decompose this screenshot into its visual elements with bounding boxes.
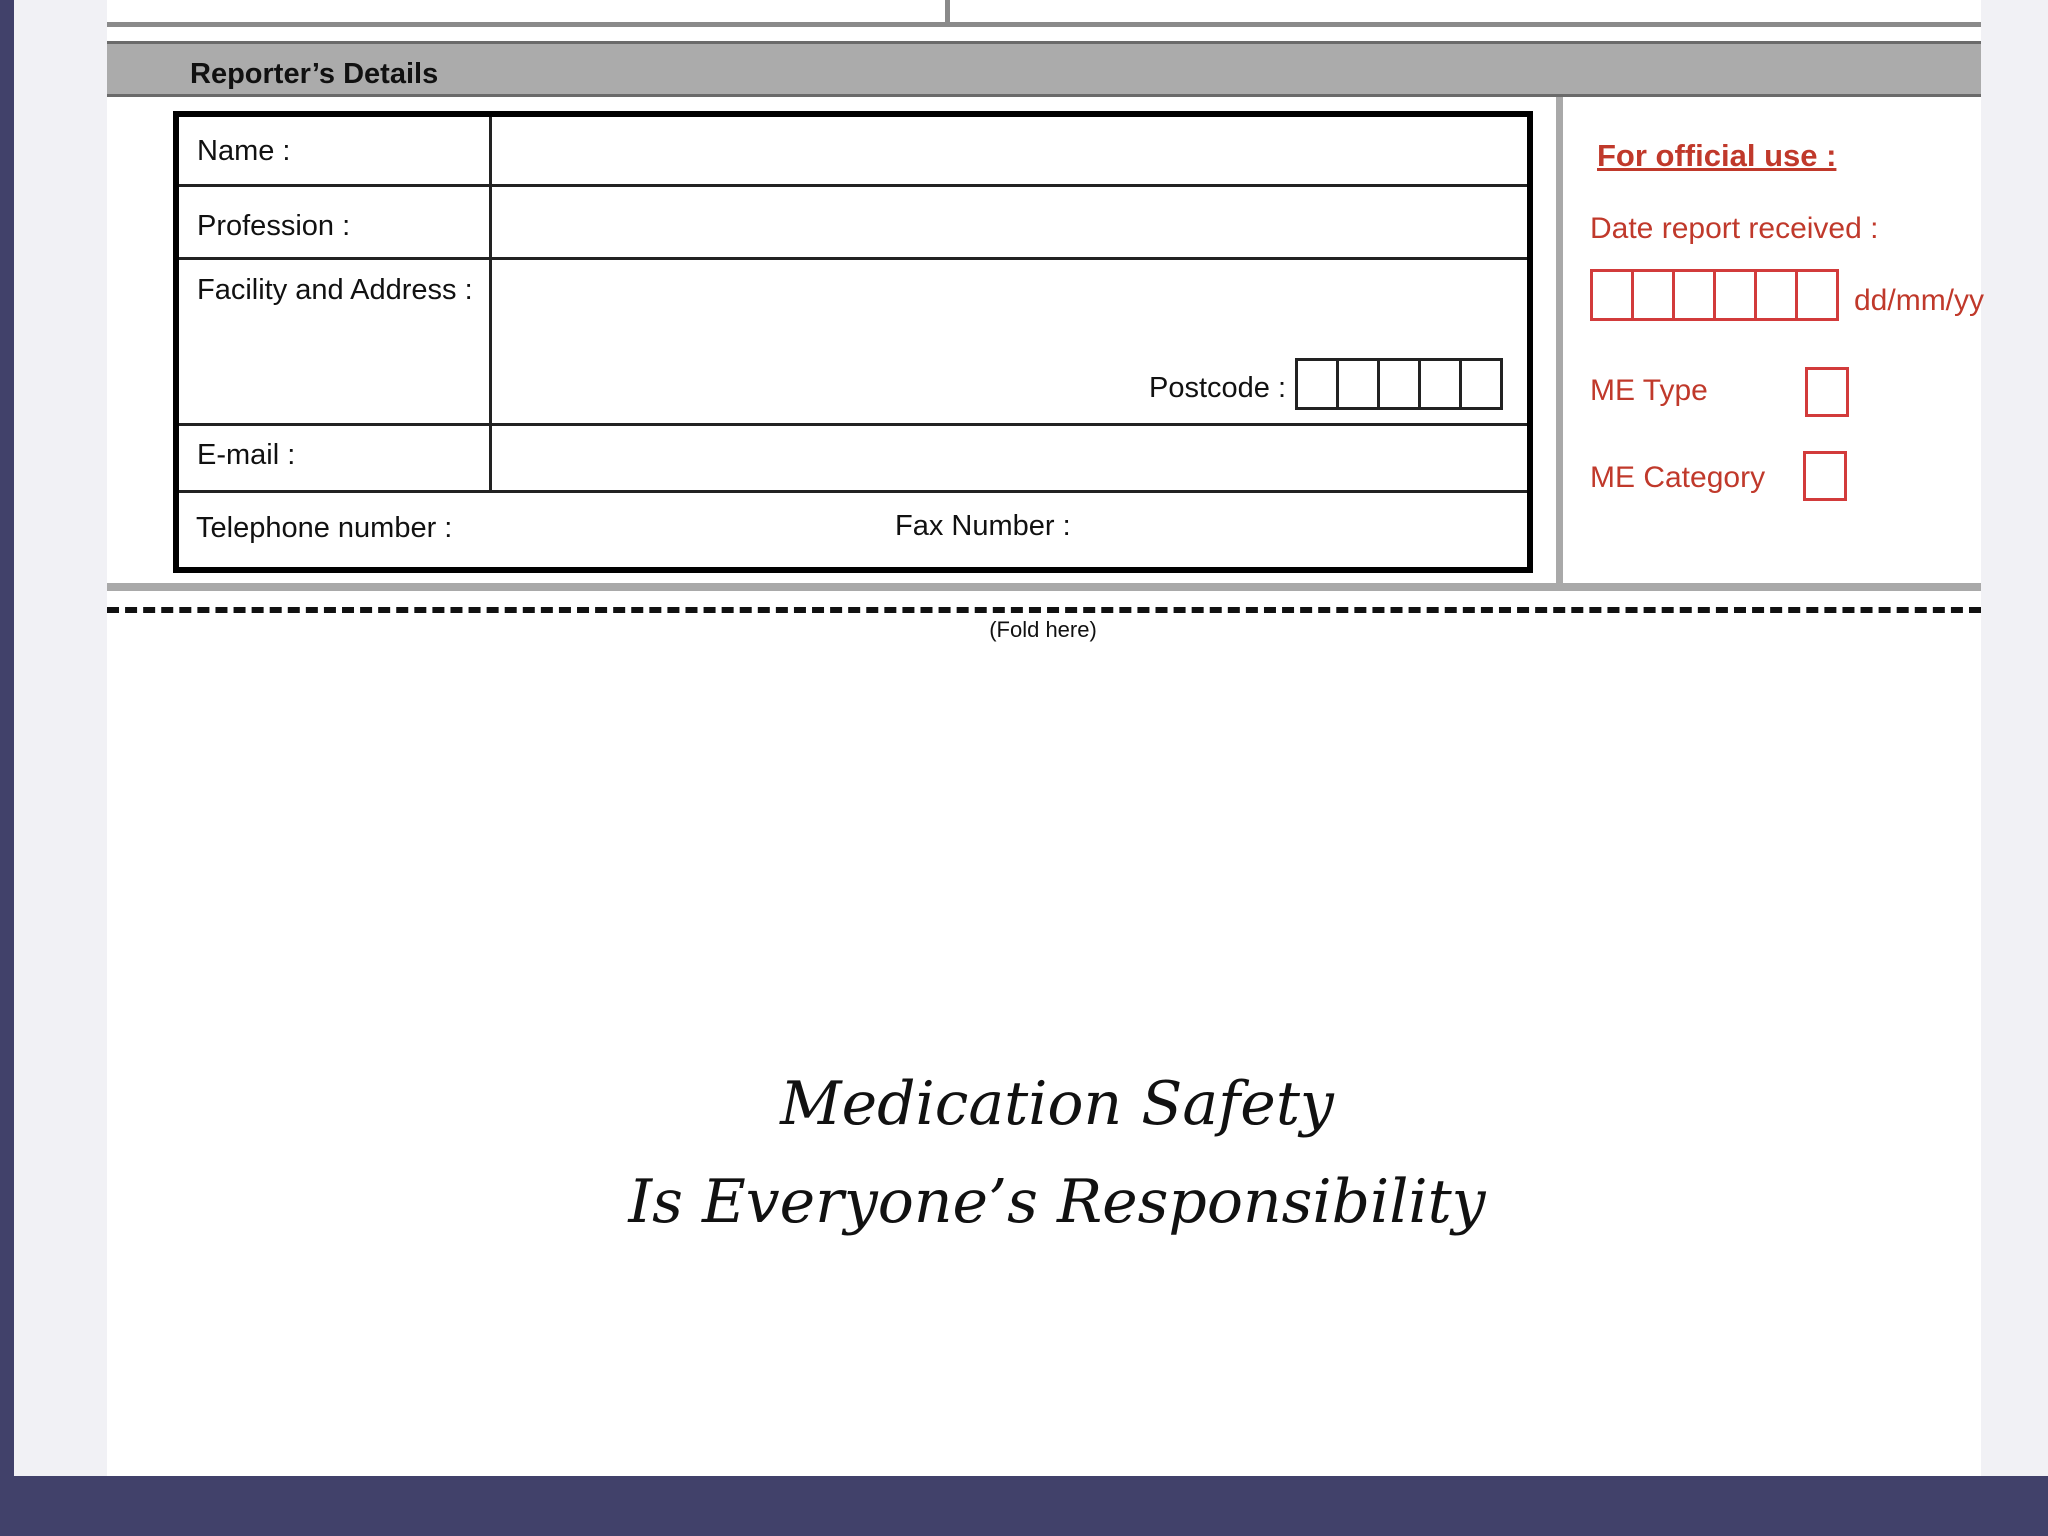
motto-line-1: Medication Safety xyxy=(780,1069,1334,1139)
name-label: Name : xyxy=(197,135,291,167)
date-received-boxes[interactable] xyxy=(1590,269,1839,321)
motto-line-2: Is Everyone’s Responsibility xyxy=(628,1167,1486,1237)
postcode-digit-box[interactable] xyxy=(1418,358,1462,410)
postcode-digit-box[interactable] xyxy=(1459,358,1503,410)
safety-motto xyxy=(107,1055,2007,1251)
date-digit-box[interactable] xyxy=(1631,269,1675,321)
me-category-checkbox[interactable] xyxy=(1803,451,1847,501)
date-digit-box[interactable] xyxy=(1754,269,1798,321)
postcode-digit-box[interactable] xyxy=(1336,358,1380,410)
me-type-label: ME Type xyxy=(1590,374,1708,407)
date-received-label: Date report received : xyxy=(1590,212,1879,245)
fold-label: (Fold here) xyxy=(989,617,1097,642)
facility-address-label: Facility and Address : xyxy=(197,274,473,306)
postcode-digit-box[interactable] xyxy=(1295,358,1339,410)
column-divider xyxy=(489,117,492,490)
date-digit-box[interactable] xyxy=(1672,269,1716,321)
profession-label: Profession : xyxy=(197,210,351,242)
postcode-label: Postcode : xyxy=(1149,372,1287,404)
top-divider xyxy=(945,0,950,22)
telephone-label: Telephone number : xyxy=(196,512,453,544)
date-digit-box[interactable] xyxy=(1713,269,1757,321)
postcode-digit-box[interactable] xyxy=(1377,358,1421,410)
fold-line xyxy=(107,607,1981,613)
official-column-divider xyxy=(1556,97,1563,591)
email-field[interactable] xyxy=(495,426,1521,489)
postcode-boxes[interactable] xyxy=(1295,358,1503,410)
document-viewer xyxy=(14,0,2048,1476)
row-divider xyxy=(179,490,1527,493)
date-format-hint: dd/mm/yy xyxy=(1854,284,1985,317)
reporter-details-table xyxy=(173,111,1533,573)
email-label: E-mail : xyxy=(197,439,296,471)
form-page xyxy=(107,0,1985,1476)
top-rule xyxy=(107,22,1981,27)
official-use-title: For official use : xyxy=(1597,138,1837,173)
section-header-bar xyxy=(107,41,1981,97)
name-field[interactable] xyxy=(495,117,1521,183)
me-category-label: ME Category xyxy=(1590,461,1766,494)
section-title: Reporter’s Details xyxy=(190,58,439,90)
profession-field[interactable] xyxy=(495,187,1521,256)
date-digit-box[interactable] xyxy=(1795,269,1839,321)
section-bottom-rule xyxy=(107,583,1981,591)
date-digit-box[interactable] xyxy=(1590,269,1634,321)
fax-label: Fax Number : xyxy=(895,510,1071,542)
me-type-checkbox[interactable] xyxy=(1805,367,1849,417)
